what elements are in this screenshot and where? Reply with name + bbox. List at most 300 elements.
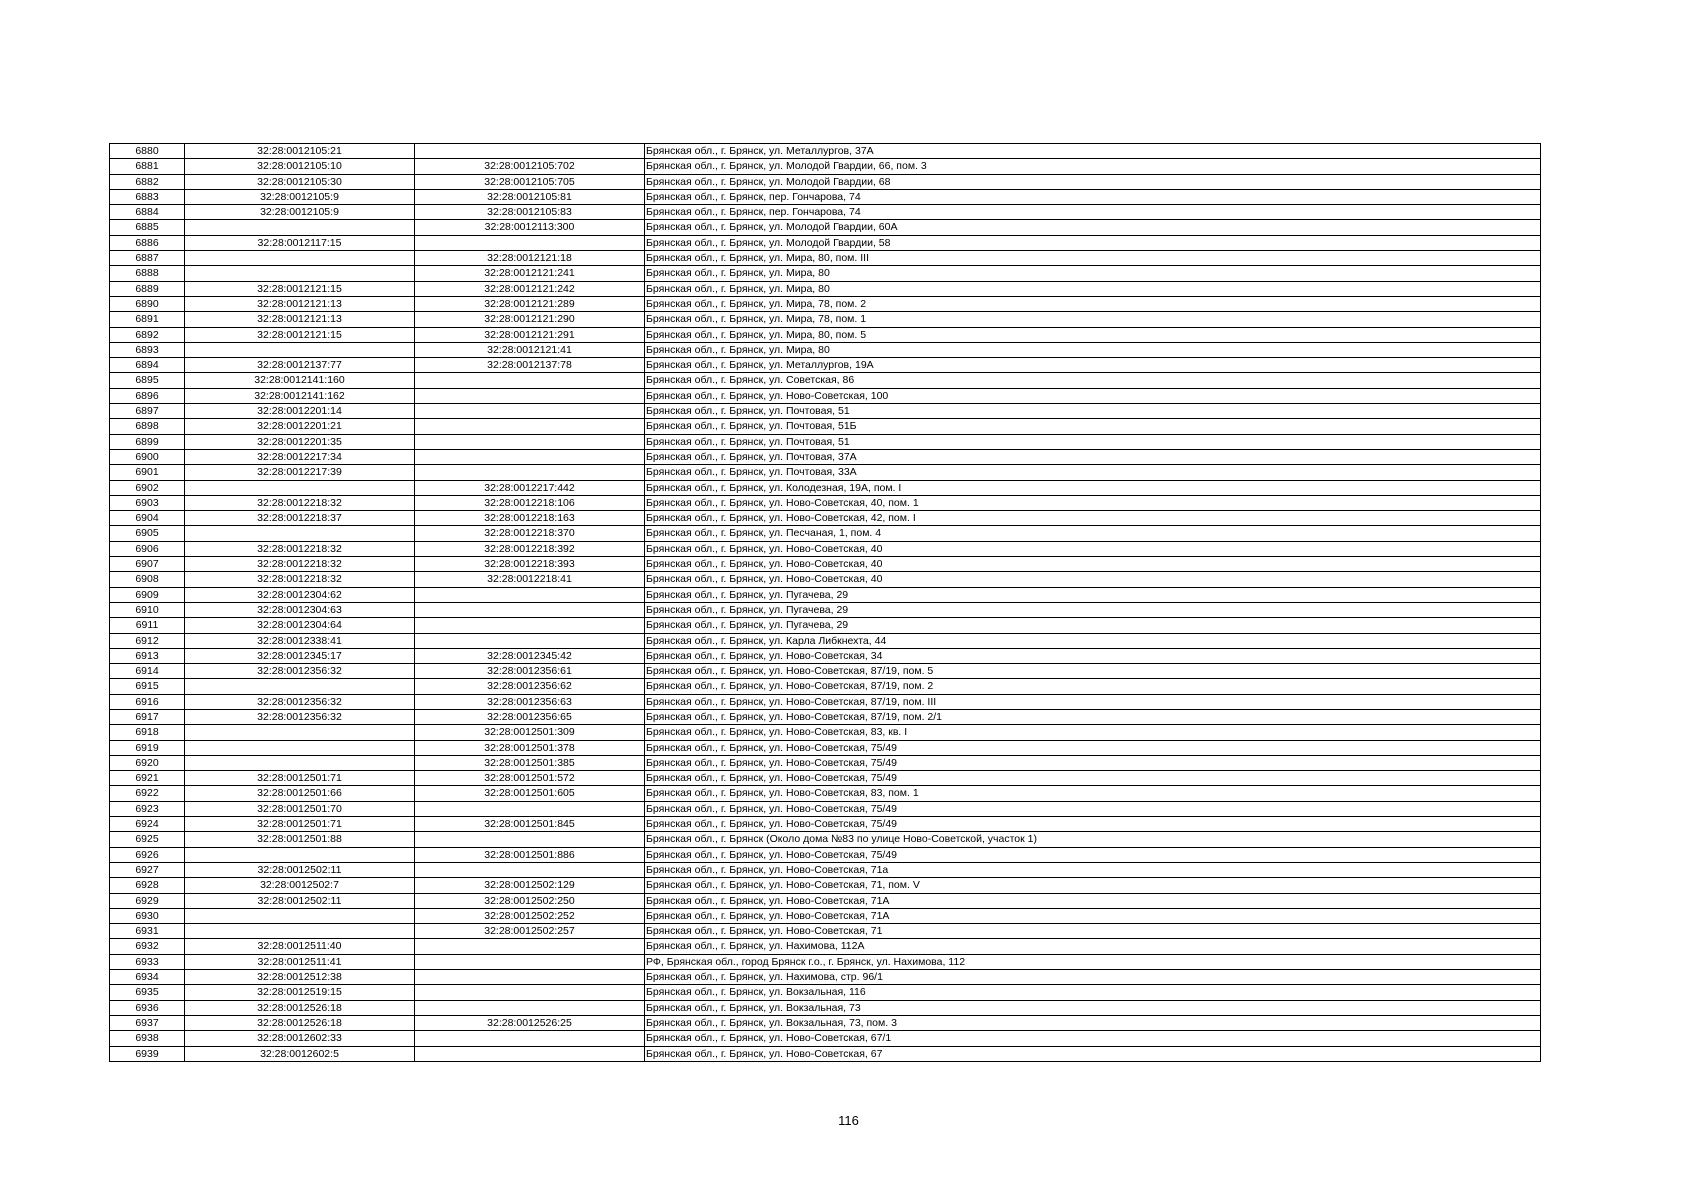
- land-cadastral-number-cell: 32:28:0012121:13: [185, 312, 415, 327]
- table-row: [110, 495, 1541, 510]
- row-number-cell: 6889: [110, 281, 185, 296]
- land-cadastral-number-cell: 32:28:0012201:35: [185, 434, 415, 449]
- address-cell: Брянская обл., г. Брянск, ул. Металлургов, 19А: [645, 358, 1541, 373]
- address-cell: Брянская обл., г. Брянск, ул. Молодой Гвардии, 58: [645, 235, 1541, 250]
- row-number-cell: 6938: [110, 1031, 185, 1046]
- table-row: [110, 801, 1541, 816]
- land-cadastral-number-cell: 32:28:0012141:160: [185, 373, 415, 388]
- address-cell: Брянская обл., г. Брянск, ул. Ново-Советская, 87/19, пом. III: [645, 694, 1541, 709]
- address-cell: Брянская обл., г. Брянск, ул. Мира, 80: [645, 342, 1541, 357]
- building-cadastral-number-cell: 32:28:0012121:291: [415, 327, 645, 342]
- address-cell: Брянская обл., г. Брянск, ул. Мира, 78, пом. 2: [645, 296, 1541, 311]
- building-cadastral-number-cell: 32:28:0012356:61: [415, 664, 645, 679]
- land-cadastral-number-cell: 32:28:0012201:14: [185, 404, 415, 419]
- land-cadastral-number-cell: 32:28:0012345:17: [185, 648, 415, 663]
- land-cadastral-number-cell: 32:28:0012304:63: [185, 602, 415, 617]
- land-cadastral-number-cell: 32:28:0012121:13: [185, 296, 415, 311]
- table-row: [110, 755, 1541, 770]
- row-number-cell: 6884: [110, 205, 185, 220]
- row-number-cell: 6899: [110, 434, 185, 449]
- land-cadastral-number-cell: 32:28:0012105:30: [185, 174, 415, 189]
- land-cadastral-number-cell: 32:28:0012501:66: [185, 786, 415, 801]
- table-row: [110, 786, 1541, 801]
- address-cell: Брянская обл., г. Брянск, пер. Гончарова, 74: [645, 205, 1541, 220]
- address-cell: Брянская обл., г. Брянск, ул. Ново-Советская, 87/19, пом. 2: [645, 679, 1541, 694]
- land-cadastral-number-cell: [185, 740, 415, 755]
- land-cadastral-number-cell: 32:28:0012201:21: [185, 419, 415, 434]
- building-cadastral-number-cell: 32:28:0012218:393: [415, 557, 645, 572]
- building-cadastral-number-cell: 32:28:0012121:290: [415, 312, 645, 327]
- building-cadastral-number-cell: [415, 1046, 645, 1061]
- row-number-cell: 6908: [110, 572, 185, 587]
- table-row: [110, 1046, 1541, 1061]
- building-cadastral-number-cell: [415, 633, 645, 648]
- building-cadastral-number-cell: 32:28:0012113:300: [415, 220, 645, 235]
- building-cadastral-number-cell: 32:28:0012502:129: [415, 878, 645, 893]
- table-row: [110, 954, 1541, 969]
- building-cadastral-number-cell: 32:28:0012105:83: [415, 205, 645, 220]
- table-row: [110, 771, 1541, 786]
- land-cadastral-number-cell: 32:28:0012304:64: [185, 618, 415, 633]
- land-cadastral-number-cell: 32:28:0012217:34: [185, 449, 415, 464]
- land-cadastral-number-cell: 32:28:0012121:15: [185, 327, 415, 342]
- row-number-cell: 6922: [110, 786, 185, 801]
- table-row: [110, 572, 1541, 587]
- row-number-cell: 6902: [110, 480, 185, 495]
- table-row: [110, 251, 1541, 266]
- row-number-cell: 6930: [110, 908, 185, 923]
- address-cell: Брянская обл., г. Брянск, ул. Нахимова, стр. 96/1: [645, 970, 1541, 985]
- row-number-cell: 6936: [110, 1000, 185, 1015]
- address-cell: Брянская обл., г. Брянск, ул. Мира, 80, пом. III: [645, 251, 1541, 266]
- address-cell: Брянская обл., г. Брянск, ул. Вокзальная, 73, пом. 3: [645, 1015, 1541, 1030]
- address-cell: Брянская обл., г. Брянск, ул. Мира, 78, пом. 1: [645, 312, 1541, 327]
- land-cadastral-number-cell: 32:28:0012218:32: [185, 572, 415, 587]
- building-cadastral-number-cell: 32:28:0012105:81: [415, 189, 645, 204]
- building-cadastral-number-cell: [415, 970, 645, 985]
- building-cadastral-number-cell: 32:28:0012501:309: [415, 725, 645, 740]
- row-number-cell: 6881: [110, 159, 185, 174]
- land-cadastral-number-cell: [185, 526, 415, 541]
- land-cadastral-number-cell: 32:28:0012121:15: [185, 281, 415, 296]
- building-cadastral-number-cell: [415, 144, 645, 159]
- address-cell: Брянская обл., г. Брянск, ул. Ново-Советская, 42, пом. I: [645, 511, 1541, 526]
- row-number-cell: 6895: [110, 373, 185, 388]
- building-cadastral-number-cell: [415, 419, 645, 434]
- land-cadastral-number-cell: 32:28:0012356:32: [185, 694, 415, 709]
- row-number-cell: 6880: [110, 144, 185, 159]
- row-number-cell: 6915: [110, 679, 185, 694]
- building-cadastral-number-cell: 32:28:0012501:572: [415, 771, 645, 786]
- address-cell: Брянская обл., г. Брянск, ул. Ново-Советская, 83, пом. 1: [645, 786, 1541, 801]
- address-cell: Брянская обл., г. Брянск, ул. Ново-Советская, 75/49: [645, 771, 1541, 786]
- building-cadastral-number-cell: 32:28:0012218:392: [415, 541, 645, 556]
- address-cell: Брянская обл., г. Брянск, ул. Ново-Советская, 100: [645, 388, 1541, 403]
- table-row: [110, 633, 1541, 648]
- row-number-cell: 6939: [110, 1046, 185, 1061]
- building-cadastral-number-cell: [415, 434, 645, 449]
- table-row: [110, 878, 1541, 893]
- land-cadastral-number-cell: 32:28:0012602:33: [185, 1031, 415, 1046]
- land-cadastral-number-cell: 32:28:0012338:41: [185, 633, 415, 648]
- land-cadastral-number-cell: 32:28:0012501:70: [185, 801, 415, 816]
- table-row: [110, 557, 1541, 572]
- row-number-cell: 6914: [110, 664, 185, 679]
- land-cadastral-number-cell: 32:28:0012501:88: [185, 832, 415, 847]
- building-cadastral-number-cell: [415, 618, 645, 633]
- property-table-body: [110, 144, 1541, 1062]
- table-row: [110, 419, 1541, 434]
- table-row: [110, 618, 1541, 633]
- table-row: [110, 970, 1541, 985]
- table-row: [110, 709, 1541, 724]
- row-number-cell: 6934: [110, 970, 185, 985]
- land-cadastral-number-cell: [185, 266, 415, 281]
- row-number-cell: 6931: [110, 924, 185, 939]
- building-cadastral-number-cell: 32:28:0012218:41: [415, 572, 645, 587]
- table-row: [110, 1000, 1541, 1015]
- building-cadastral-number-cell: [415, 235, 645, 250]
- land-cadastral-number-cell: 32:28:0012502:11: [185, 893, 415, 908]
- address-cell: Брянская обл., г. Брянск, ул. Почтовая, 33А: [645, 465, 1541, 480]
- building-cadastral-number-cell: 32:28:0012121:18: [415, 251, 645, 266]
- address-cell: Брянская обл., г. Брянск, ул. Ново-Советская, 75/49: [645, 847, 1541, 862]
- address-cell: Брянская обл., г. Брянск, ул. Вокзальная, 116: [645, 985, 1541, 1000]
- address-cell: Брянская обл., г. Брянск, ул. Пугачева, 29: [645, 602, 1541, 617]
- land-cadastral-number-cell: 32:28:0012218:32: [185, 541, 415, 556]
- row-number-cell: 6882: [110, 174, 185, 189]
- table-row: [110, 664, 1541, 679]
- land-cadastral-number-cell: 32:28:0012218:37: [185, 511, 415, 526]
- row-number-cell: 6892: [110, 327, 185, 342]
- land-cadastral-number-cell: 32:28:0012356:32: [185, 709, 415, 724]
- address-cell: Брянская обл., г. Брянск, ул. Ново-Советская, 40: [645, 541, 1541, 556]
- building-cadastral-number-cell: 32:28:0012121:41: [415, 342, 645, 357]
- table-row: [110, 648, 1541, 663]
- row-number-cell: 6886: [110, 235, 185, 250]
- address-cell: РФ, Брянская обл., город Брянск г.о., г. Брянск, ул. Нахимова, 112: [645, 954, 1541, 969]
- table-row: [110, 847, 1541, 862]
- address-cell: Брянская обл., г. Брянск, ул. Ново-Советская, 71А: [645, 908, 1541, 923]
- building-cadastral-number-cell: 32:28:0012502:252: [415, 908, 645, 923]
- row-number-cell: 6883: [110, 189, 185, 204]
- address-cell: Брянская обл., г. Брянск, ул. Мира, 80: [645, 281, 1541, 296]
- address-cell: Брянская обл., г. Брянск, ул. Ново-Советская, 83, кв. I: [645, 725, 1541, 740]
- land-cadastral-number-cell: [185, 908, 415, 923]
- building-cadastral-number-cell: [415, 985, 645, 1000]
- address-cell: Брянская обл., г. Брянск, ул. Ново-Советская, 87/19, пом. 2/1: [645, 709, 1541, 724]
- table-row: [110, 725, 1541, 740]
- table-row: [110, 266, 1541, 281]
- building-cadastral-number-cell: 32:28:0012121:241: [415, 266, 645, 281]
- table-row: [110, 526, 1541, 541]
- building-cadastral-number-cell: 32:28:0012501:605: [415, 786, 645, 801]
- land-cadastral-number-cell: [185, 220, 415, 235]
- building-cadastral-number-cell: 32:28:0012121:289: [415, 296, 645, 311]
- table-row: [110, 602, 1541, 617]
- land-cadastral-number-cell: 32:28:0012105:9: [185, 205, 415, 220]
- building-cadastral-number-cell: 32:28:0012137:78: [415, 358, 645, 373]
- building-cadastral-number-cell: [415, 1000, 645, 1015]
- row-number-cell: 6887: [110, 251, 185, 266]
- table-row: [110, 541, 1541, 556]
- address-cell: Брянская обл., г. Брянск, ул. Молодой Гвардии, 68: [645, 174, 1541, 189]
- address-cell: Брянская обл., г. Брянск, ул. Ново-Советская, 75/49: [645, 817, 1541, 832]
- row-number-cell: 6890: [110, 296, 185, 311]
- address-cell: Брянская обл., г. Брянск, ул. Ново-Советская, 75/49: [645, 755, 1541, 770]
- building-cadastral-number-cell: [415, 373, 645, 388]
- row-number-cell: 6913: [110, 648, 185, 663]
- table-row: [110, 159, 1541, 174]
- building-cadastral-number-cell: 32:28:0012501:385: [415, 755, 645, 770]
- land-cadastral-number-cell: 32:28:0012519:15: [185, 985, 415, 1000]
- land-cadastral-number-cell: 32:28:0012526:18: [185, 1015, 415, 1030]
- table-row: [110, 174, 1541, 189]
- land-cadastral-number-cell: 32:28:0012137:77: [185, 358, 415, 373]
- row-number-cell: 6891: [110, 312, 185, 327]
- table-row: [110, 1031, 1541, 1046]
- row-number-cell: 6924: [110, 817, 185, 832]
- building-cadastral-number-cell: 32:28:0012218:163: [415, 511, 645, 526]
- table-row: [110, 924, 1541, 939]
- row-number-cell: 6928: [110, 878, 185, 893]
- address-cell: Брянская обл., г. Брянск, ул. Молодой Гвардии, 60А: [645, 220, 1541, 235]
- building-cadastral-number-cell: 32:28:0012501:845: [415, 817, 645, 832]
- row-number-cell: 6929: [110, 893, 185, 908]
- land-cadastral-number-cell: 32:28:0012526:18: [185, 1000, 415, 1015]
- table-row: [110, 373, 1541, 388]
- row-number-cell: 6901: [110, 465, 185, 480]
- address-cell: Брянская обл., г. Брянск, ул. Почтовая, 51: [645, 404, 1541, 419]
- address-cell: Брянская обл., г. Брянск, ул. Ново-Советская, 40, пом. 1: [645, 495, 1541, 510]
- row-number-cell: 6904: [110, 511, 185, 526]
- table-row: [110, 694, 1541, 709]
- table-row: [110, 511, 1541, 526]
- table-row: [110, 404, 1541, 419]
- table-row: [110, 296, 1541, 311]
- table-row: [110, 358, 1541, 373]
- address-cell: Брянская обл., г. Брянск, ул. Ново-Советская, 67/1: [645, 1031, 1541, 1046]
- address-cell: Брянская обл., г. Брянск, ул. Почтовая, 51Б: [645, 419, 1541, 434]
- building-cadastral-number-cell: [415, 587, 645, 602]
- building-cadastral-number-cell: [415, 465, 645, 480]
- building-cadastral-number-cell: [415, 939, 645, 954]
- address-cell: Брянская обл., г. Брянск, пер. Гончарова, 74: [645, 189, 1541, 204]
- land-cadastral-number-cell: 32:28:0012602:5: [185, 1046, 415, 1061]
- table-row: [110, 939, 1541, 954]
- building-cadastral-number-cell: 32:28:0012356:65: [415, 709, 645, 724]
- building-cadastral-number-cell: 32:28:0012121:242: [415, 281, 645, 296]
- address-cell: Брянская обл., г. Брянск, ул. Мира, 80, пом. 5: [645, 327, 1541, 342]
- address-cell: Брянская обл., г. Брянск, ул. Молодой Гвардии, 66, пом. 3: [645, 159, 1541, 174]
- land-cadastral-number-cell: 32:28:0012117:15: [185, 235, 415, 250]
- building-cadastral-number-cell: 32:28:0012356:63: [415, 694, 645, 709]
- land-cadastral-number-cell: 32:28:0012218:32: [185, 557, 415, 572]
- row-number-cell: 6900: [110, 449, 185, 464]
- land-cadastral-number-cell: 32:28:0012105:9: [185, 189, 415, 204]
- land-cadastral-number-cell: 32:28:0012105:21: [185, 144, 415, 159]
- row-number-cell: 6906: [110, 541, 185, 556]
- land-cadastral-number-cell: 32:28:0012105:10: [185, 159, 415, 174]
- table-row: [110, 235, 1541, 250]
- land-cadastral-number-cell: [185, 342, 415, 357]
- row-number-cell: 6894: [110, 358, 185, 373]
- row-number-cell: 6932: [110, 939, 185, 954]
- building-cadastral-number-cell: [415, 449, 645, 464]
- table-row: [110, 327, 1541, 342]
- table-row: [110, 388, 1541, 403]
- address-cell: Брянская обл., г. Брянск, ул. Вокзальная, 73: [645, 1000, 1541, 1015]
- building-cadastral-number-cell: 32:28:0012218:370: [415, 526, 645, 541]
- address-cell: Брянская обл., г. Брянск, ул. Колодезная, 19А, пом. I: [645, 480, 1541, 495]
- row-number-cell: 6893: [110, 342, 185, 357]
- row-number-cell: 6903: [110, 495, 185, 510]
- table-row: [110, 908, 1541, 923]
- building-cadastral-number-cell: [415, 862, 645, 877]
- table-row: [110, 144, 1541, 159]
- building-cadastral-number-cell: 32:28:0012105:705: [415, 174, 645, 189]
- table-row: [110, 342, 1541, 357]
- land-cadastral-number-cell: 32:28:0012512:38: [185, 970, 415, 985]
- table-row: [110, 465, 1541, 480]
- row-number-cell: 6888: [110, 266, 185, 281]
- building-cadastral-number-cell: [415, 404, 645, 419]
- address-cell: Брянская обл., г. Брянск, ул. Почтовая, 51: [645, 434, 1541, 449]
- land-cadastral-number-cell: 32:28:0012501:71: [185, 817, 415, 832]
- address-cell: Брянская обл., г. Брянск (Около дома №83 по улице Ново-Советской, участок 1): [645, 832, 1541, 847]
- building-cadastral-number-cell: [415, 1031, 645, 1046]
- land-cadastral-number-cell: [185, 755, 415, 770]
- land-cadastral-number-cell: [185, 480, 415, 495]
- row-number-cell: 6916: [110, 694, 185, 709]
- row-number-cell: 6896: [110, 388, 185, 403]
- land-cadastral-number-cell: 32:28:0012502:7: [185, 878, 415, 893]
- address-cell: Брянская обл., г. Брянск, ул. Пугачева, 29: [645, 618, 1541, 633]
- address-cell: Брянская обл., г. Брянск, ул. Пугачева, 29: [645, 587, 1541, 602]
- address-cell: Брянская обл., г. Брянск, ул. Ново-Советская, 40: [645, 557, 1541, 572]
- row-number-cell: 6909: [110, 587, 185, 602]
- row-number-cell: 6920: [110, 755, 185, 770]
- table-row: [110, 587, 1541, 602]
- address-cell: Брянская обл., г. Брянск, ул. Ново-Советская, 75/49: [645, 740, 1541, 755]
- row-number-cell: 6912: [110, 633, 185, 648]
- row-number-cell: 6926: [110, 847, 185, 862]
- address-cell: Брянская обл., г. Брянск, ул. Почтовая, 37А: [645, 449, 1541, 464]
- table-row: [110, 281, 1541, 296]
- table-row: [110, 985, 1541, 1000]
- table-row: [110, 832, 1541, 847]
- address-cell: Брянская обл., г. Брянск, ул. Нахимова, 112А: [645, 939, 1541, 954]
- table-row: [110, 189, 1541, 204]
- row-number-cell: 6937: [110, 1015, 185, 1030]
- address-cell: Брянская обл., г. Брянск, ул. Ново-Советская, 87/19, пом. 5: [645, 664, 1541, 679]
- building-cadastral-number-cell: 32:28:0012356:62: [415, 679, 645, 694]
- table-row: [110, 312, 1541, 327]
- row-number-cell: 6925: [110, 832, 185, 847]
- building-cadastral-number-cell: [415, 832, 645, 847]
- land-cadastral-number-cell: [185, 924, 415, 939]
- building-cadastral-number-cell: 32:28:0012526:25: [415, 1015, 645, 1030]
- land-cadastral-number-cell: 32:28:0012304:62: [185, 587, 415, 602]
- building-cadastral-number-cell: 32:28:0012502:250: [415, 893, 645, 908]
- table-row: [110, 817, 1541, 832]
- row-number-cell: 6921: [110, 771, 185, 786]
- building-cadastral-number-cell: [415, 602, 645, 617]
- row-number-cell: 6923: [110, 801, 185, 816]
- table-row: [110, 1015, 1541, 1030]
- land-cadastral-number-cell: [185, 725, 415, 740]
- table-row: [110, 740, 1541, 755]
- building-cadastral-number-cell: 32:28:0012501:378: [415, 740, 645, 755]
- row-number-cell: 6918: [110, 725, 185, 740]
- land-cadastral-number-cell: [185, 847, 415, 862]
- address-cell: Брянская обл., г. Брянск, ул. Советская, 86: [645, 373, 1541, 388]
- row-number-cell: 6911: [110, 618, 185, 633]
- row-number-cell: 6885: [110, 220, 185, 235]
- address-cell: Брянская обл., г. Брянск, ул. Ново-Советская, 71, пом. V: [645, 878, 1541, 893]
- building-cadastral-number-cell: [415, 801, 645, 816]
- land-cadastral-number-cell: 32:28:0012502:11: [185, 862, 415, 877]
- building-cadastral-number-cell: 32:28:0012345:42: [415, 648, 645, 663]
- building-cadastral-number-cell: 32:28:0012105:702: [415, 159, 645, 174]
- land-cadastral-number-cell: 32:28:0012501:71: [185, 771, 415, 786]
- address-cell: Брянская обл., г. Брянск, ул. Мира, 80: [645, 266, 1541, 281]
- table-row: [110, 862, 1541, 877]
- address-cell: Брянская обл., г. Брянск, ул. Ново-Советская, 67: [645, 1046, 1541, 1061]
- land-cadastral-number-cell: 32:28:0012141:162: [185, 388, 415, 403]
- address-cell: Брянская обл., г. Брянск, ул. Металлургов, 37А: [645, 144, 1541, 159]
- building-cadastral-number-cell: [415, 954, 645, 969]
- building-cadastral-number-cell: [415, 388, 645, 403]
- building-cadastral-number-cell: 32:28:0012501:886: [415, 847, 645, 862]
- building-cadastral-number-cell: 32:28:0012217:442: [415, 480, 645, 495]
- row-number-cell: 6907: [110, 557, 185, 572]
- row-number-cell: 6933: [110, 954, 185, 969]
- table-row: [110, 679, 1541, 694]
- address-cell: Брянская обл., г. Брянск, ул. Ново-Советская, 71А: [645, 893, 1541, 908]
- row-number-cell: 6927: [110, 862, 185, 877]
- address-cell: Брянская обл., г. Брянск, ул. Ново-Советская, 71а: [645, 862, 1541, 877]
- building-cadastral-number-cell: 32:28:0012218:106: [415, 495, 645, 510]
- table-row: [110, 205, 1541, 220]
- table-row: [110, 220, 1541, 235]
- land-cadastral-number-cell: [185, 679, 415, 694]
- row-number-cell: 6917: [110, 709, 185, 724]
- table-row: [110, 893, 1541, 908]
- land-cadastral-number-cell: 32:28:0012511:40: [185, 939, 415, 954]
- address-cell: Брянская обл., г. Брянск, ул. Ново-Советская, 75/49: [645, 801, 1541, 816]
- address-cell: Брянская обл., г. Брянск, ул. Ново-Советская, 40: [645, 572, 1541, 587]
- row-number-cell: 6897: [110, 404, 185, 419]
- row-number-cell: 6919: [110, 740, 185, 755]
- land-cadastral-number-cell: [185, 251, 415, 266]
- land-cadastral-number-cell: 32:28:0012217:39: [185, 465, 415, 480]
- table-row: [110, 480, 1541, 495]
- row-number-cell: 6910: [110, 602, 185, 617]
- land-cadastral-number-cell: 32:28:0012511:41: [185, 954, 415, 969]
- address-cell: Брянская обл., г. Брянск, ул. Песчаная, 1, пом. 4: [645, 526, 1541, 541]
- property-table: [109, 143, 1541, 1062]
- table-row: [110, 434, 1541, 449]
- row-number-cell: 6905: [110, 526, 185, 541]
- address-cell: Брянская обл., г. Брянск, ул. Карла Либкнехта, 44: [645, 633, 1541, 648]
- table-row: [110, 449, 1541, 464]
- row-number-cell: 6935: [110, 985, 185, 1000]
- land-cadastral-number-cell: 32:28:0012218:32: [185, 495, 415, 510]
- page-number: 116: [838, 1113, 859, 1128]
- address-cell: Брянская обл., г. Брянск, ул. Ново-Советская, 71: [645, 924, 1541, 939]
- land-cadastral-number-cell: 32:28:0012356:32: [185, 664, 415, 679]
